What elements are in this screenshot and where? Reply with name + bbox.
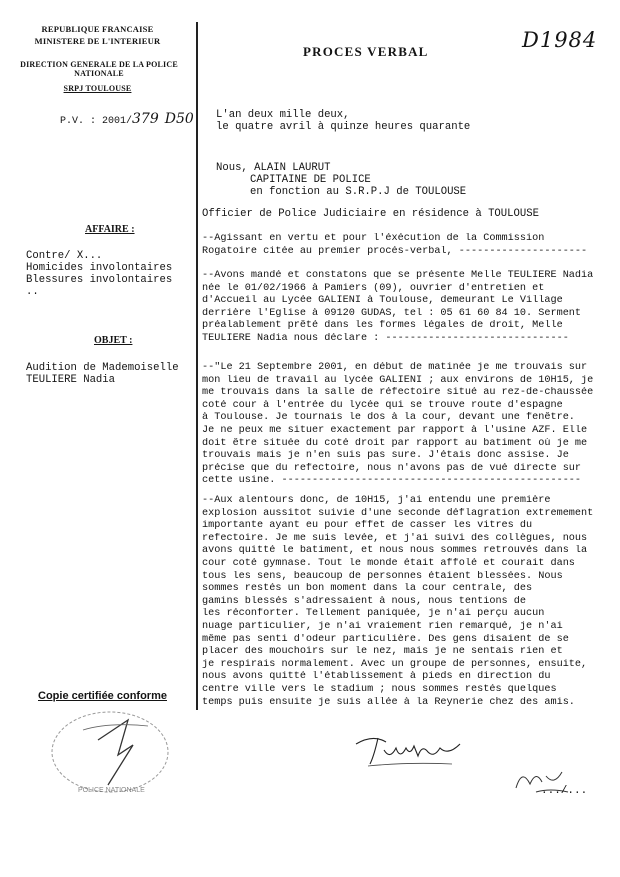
officer-name: Nous, ALAIN LAURUT xyxy=(216,162,331,174)
text-line: --Avons mandé et constatons que se présente Melle TEULIERE Nadia xyxy=(202,270,594,281)
paragraph-declaration-2 xyxy=(202,495,610,709)
text-line: temps puis ensuite je suis allée à la Reynerie chez des amis. xyxy=(202,696,575,708)
text-line: derrière l'Eglise à 09120 GUDAS, tel : 05 61 60 84 10. Serment xyxy=(202,307,582,319)
column-divider xyxy=(196,22,198,710)
affaire-label: AFFAIRE : xyxy=(85,224,135,235)
text-line: mon lieu de travail au lycée GALIENI ; aux environs de 10H15, je xyxy=(202,374,594,386)
text-line: importante ayant eu pour effet de casser les vitres du xyxy=(202,520,533,532)
stamp-scribble xyxy=(83,725,148,730)
paragraph-agissant xyxy=(202,233,610,258)
officer-rank: CAPITAINE DE POLICE xyxy=(250,174,371,186)
text-line: je respirais normalement. Avec un groupe de personnes, ensuite, xyxy=(202,658,588,670)
police-stamp xyxy=(38,700,188,800)
text-line: placer des mouchoirs sur le nez, mais je ne sentais rien et xyxy=(202,646,563,658)
text-line: tous les sens, beaucoup de personnes étaient blessées. Nous xyxy=(202,570,563,582)
text-line: --Aux alentours donc, de 10H15, j'ai entendu une première xyxy=(202,495,551,506)
text-line: précise que du refectoire, nous n'avons pas de vué directe sur xyxy=(202,462,582,474)
text-line: me trouvais dans la salle de réfectoire situé au rez-de-chaussée xyxy=(202,387,594,399)
text-line: trouvais mais je n'en suis pas sure. J'étais donc assise. Je xyxy=(202,450,569,462)
text-line: centre ville vers le stadium ; nous sommes restés quelques xyxy=(202,683,557,695)
affaire-line: .. xyxy=(26,286,39,298)
document-number: D1984 xyxy=(522,28,598,52)
objet-label: OBJET : xyxy=(94,335,133,346)
stamp-signature-mark xyxy=(98,720,133,785)
objet-line: TEULIERE Nadia xyxy=(26,374,116,386)
text-line: gamins blessés s'adressaient à nous, nous tentions de xyxy=(202,595,527,607)
service-header: SRPJ TOULOUSE xyxy=(63,84,132,93)
text-line: refectoire. Je me suis levée, et j'ai suivi des collègues, nous xyxy=(202,532,588,544)
affaire-line: Contre/ X... xyxy=(26,250,103,262)
text-line: nuage particulier, je n'ai vraiement rien remarqué, je n'ai xyxy=(202,620,563,632)
text-line: cette usine. ------------------------------------------------- xyxy=(202,475,582,487)
text-line: doit être située du coté droit par rapport au batiment où je me xyxy=(202,437,588,449)
text-line: Je ne peux me situer exactement par rapport à l'usine AZF. Elle xyxy=(202,424,588,436)
ministere-header: MINISTERE DE L'INTERIEUR xyxy=(34,36,161,46)
officer-function: en fonction au S.R.P.J de TOULOUSE xyxy=(250,186,467,198)
text-line: coté cour à l'entrée du lycée qui se trouve route d'espagne xyxy=(202,399,563,411)
date-line-2: le quatre avril à quinze heures quarante xyxy=(216,121,471,133)
continuation-mark: .../... xyxy=(541,785,588,797)
pv-reference xyxy=(60,111,194,127)
affaire-line: Blessures involontaires xyxy=(26,274,173,286)
text-line: à Toulouse. Je tournais le dos à la cour, devant une fenêtre. xyxy=(202,412,575,424)
text-line: les réconforter. Tellement paniquée, je n'ai perçu aucun xyxy=(202,608,545,620)
text-line: sommes restés un bon moment dans la cour centrale, des xyxy=(202,583,533,595)
certified-copy-label: Copie certifiée conforme xyxy=(38,690,167,702)
text-line: cour coté gymnase. Tout le monde était affolé et courait dans xyxy=(202,557,575,569)
text-line: Rogatoire citée au premier procés-verbal, --------------------- xyxy=(202,245,588,257)
paragraph-declaration-1 xyxy=(202,362,610,488)
direction-header: DIRECTION GENERALE DE LA POLICE NATIONALE xyxy=(20,60,178,78)
date-line-1: L'an deux mille deux, xyxy=(216,109,350,121)
text-line: --Agissant en vertu et pour l'éxécution de la Commission xyxy=(202,233,545,244)
text-line: née le 01/02/1966 à Pamiers (09), ouvrier d'entretien et xyxy=(202,282,545,294)
text-line: explosion aussitot suivie d'une seconde déflagration extremement xyxy=(202,507,594,519)
officer-residence: Officier de Police Judiciaire en résidence à TOULOUSE xyxy=(202,208,539,220)
pv-number: 379 xyxy=(132,111,159,127)
pv-label: P.V. : 2001/ xyxy=(60,116,133,127)
objet-line: Audition de Mademoiselle xyxy=(26,362,179,374)
text-line: nous avons quitté l'établissement à pieds en direction du xyxy=(202,671,551,683)
text-line: préalablement prêté dans les formes légales de droit, Melle xyxy=(202,320,563,332)
text-line: TEULIERE Nadia nous déclare : ------------------------------ xyxy=(202,332,569,344)
pv-suffix: D50 xyxy=(164,111,194,127)
witness-signature xyxy=(348,726,468,771)
republique-header: REPUBLIQUE FRANCAISE xyxy=(41,24,154,34)
paragraph-mande xyxy=(202,270,610,346)
text-line: avons quitté le batiment, et nous nous sommes retrouvés dans la xyxy=(202,545,588,557)
text-line: d'Accueil au Lycée GALIENI à Toulouse, demeurant Le Village xyxy=(202,295,563,307)
page-title: PROCES VERBAL xyxy=(303,44,429,59)
text-line: --"Le 21 Septembre 2001, en début de matinée je me trouvais sur xyxy=(202,362,588,373)
text-line: même pas senti d'odeur particulière. Des gens disaient de se xyxy=(202,633,569,645)
affaire-line: Homicides involontaires xyxy=(26,262,173,274)
stamp-text: POLICE NATIONALE xyxy=(78,787,145,794)
